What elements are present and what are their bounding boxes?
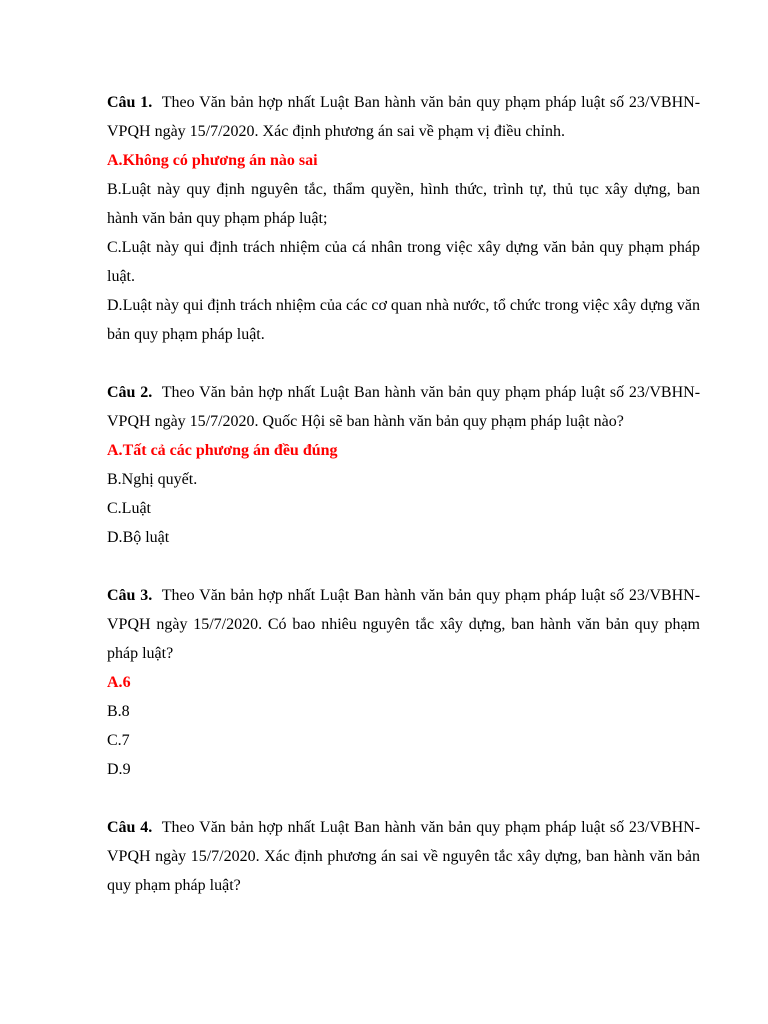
option-c bbox=[107, 726, 700, 755]
question-body: Theo Văn bản hợp nhất Luật Ban hành văn bản quy phạm pháp luật số 23/VBHN-VPQH ngày 15/7/2020. Có bao nhiêu nguyên tắc xây dựng, ban hành văn bản quy phạm pháp luật? bbox=[107, 587, 701, 662]
option-text: 9 bbox=[122, 761, 131, 778]
option-c bbox=[107, 233, 700, 291]
document-page bbox=[107, 88, 700, 900]
question-1 bbox=[107, 88, 700, 349]
option-text: 7 bbox=[121, 732, 130, 749]
option-c bbox=[107, 494, 700, 523]
option-text: Tất cả các phương án đều đúng bbox=[122, 442, 338, 459]
option-text: Luật này qui định trách nhiệm của các cơ quan nhà nước, tổ chức trong việc xây dựng văn bản quy phạm pháp luật. bbox=[107, 297, 700, 343]
question-body: Theo Văn bản hợp nhất Luật Ban hành văn bản quy phạm pháp luật số 23/VBHN-VPQH ngày 15/7/2020. Xác định phương án sai về nguyên tắc xây dựng, ban hành văn bản quy phạm pháp luật? bbox=[107, 819, 701, 894]
option-d bbox=[107, 755, 700, 784]
question-text bbox=[107, 378, 700, 436]
option-text: Nghị quyết. bbox=[121, 471, 198, 488]
option-b bbox=[107, 697, 700, 726]
option-a bbox=[107, 436, 700, 465]
option-letter: C. bbox=[107, 239, 122, 256]
option-d bbox=[107, 291, 700, 349]
question-text bbox=[107, 813, 700, 900]
question-number: Câu 1. bbox=[107, 94, 153, 111]
option-b bbox=[107, 175, 700, 233]
option-text: Luật bbox=[121, 500, 151, 517]
option-letter: D. bbox=[107, 761, 123, 778]
question-body: Theo Văn bản hợp nhất Luật Ban hành văn bản quy phạm pháp luật số 23/VBHN-VPQH ngày 15/7/2020. Quốc Hội sẽ ban hành văn bản quy phạm pháp luật nào? bbox=[107, 384, 701, 430]
option-text: Bộ luật bbox=[122, 529, 170, 546]
question-number: Câu 2. bbox=[107, 384, 153, 401]
option-letter: A. bbox=[107, 442, 123, 459]
option-text: Luật này qui định trách nhiệm của cá nhân trong việc xây dựng văn bản quy phạm pháp luật. bbox=[107, 239, 700, 285]
option-text: 6 bbox=[122, 674, 131, 691]
option-letter: A. bbox=[107, 152, 123, 169]
option-letter: B. bbox=[107, 181, 122, 198]
option-letter: B. bbox=[107, 703, 122, 720]
question-2 bbox=[107, 378, 700, 552]
option-text: Không có phương án nào sai bbox=[122, 152, 318, 169]
option-letter: D. bbox=[107, 529, 123, 546]
option-letter: C. bbox=[107, 732, 122, 749]
option-text: 8 bbox=[121, 703, 130, 720]
option-a bbox=[107, 146, 700, 175]
option-d bbox=[107, 523, 700, 552]
question-number: Câu 4. bbox=[107, 819, 153, 836]
option-b bbox=[107, 465, 700, 494]
question-text bbox=[107, 88, 700, 146]
question-text bbox=[107, 581, 700, 668]
option-a bbox=[107, 668, 700, 697]
question-3 bbox=[107, 581, 700, 784]
option-letter: C. bbox=[107, 500, 122, 517]
option-text: Luật này quy định nguyên tắc, thẩm quyền, hình thức, trình tự, thủ tục xây dựng, ban hành văn bản quy phạm pháp luật; bbox=[107, 181, 700, 227]
question-4 bbox=[107, 813, 700, 900]
question-number: Câu 3. bbox=[107, 587, 153, 604]
option-letter: B. bbox=[107, 471, 122, 488]
question-body: Theo Văn bản hợp nhất Luật Ban hành văn bản quy phạm pháp luật số 23/VBHN-VPQH ngày 15/7/2020. Xác định phương án sai về phạm vị điều chỉnh. bbox=[107, 94, 701, 140]
option-letter: D. bbox=[107, 297, 123, 314]
option-letter: A. bbox=[107, 674, 123, 691]
